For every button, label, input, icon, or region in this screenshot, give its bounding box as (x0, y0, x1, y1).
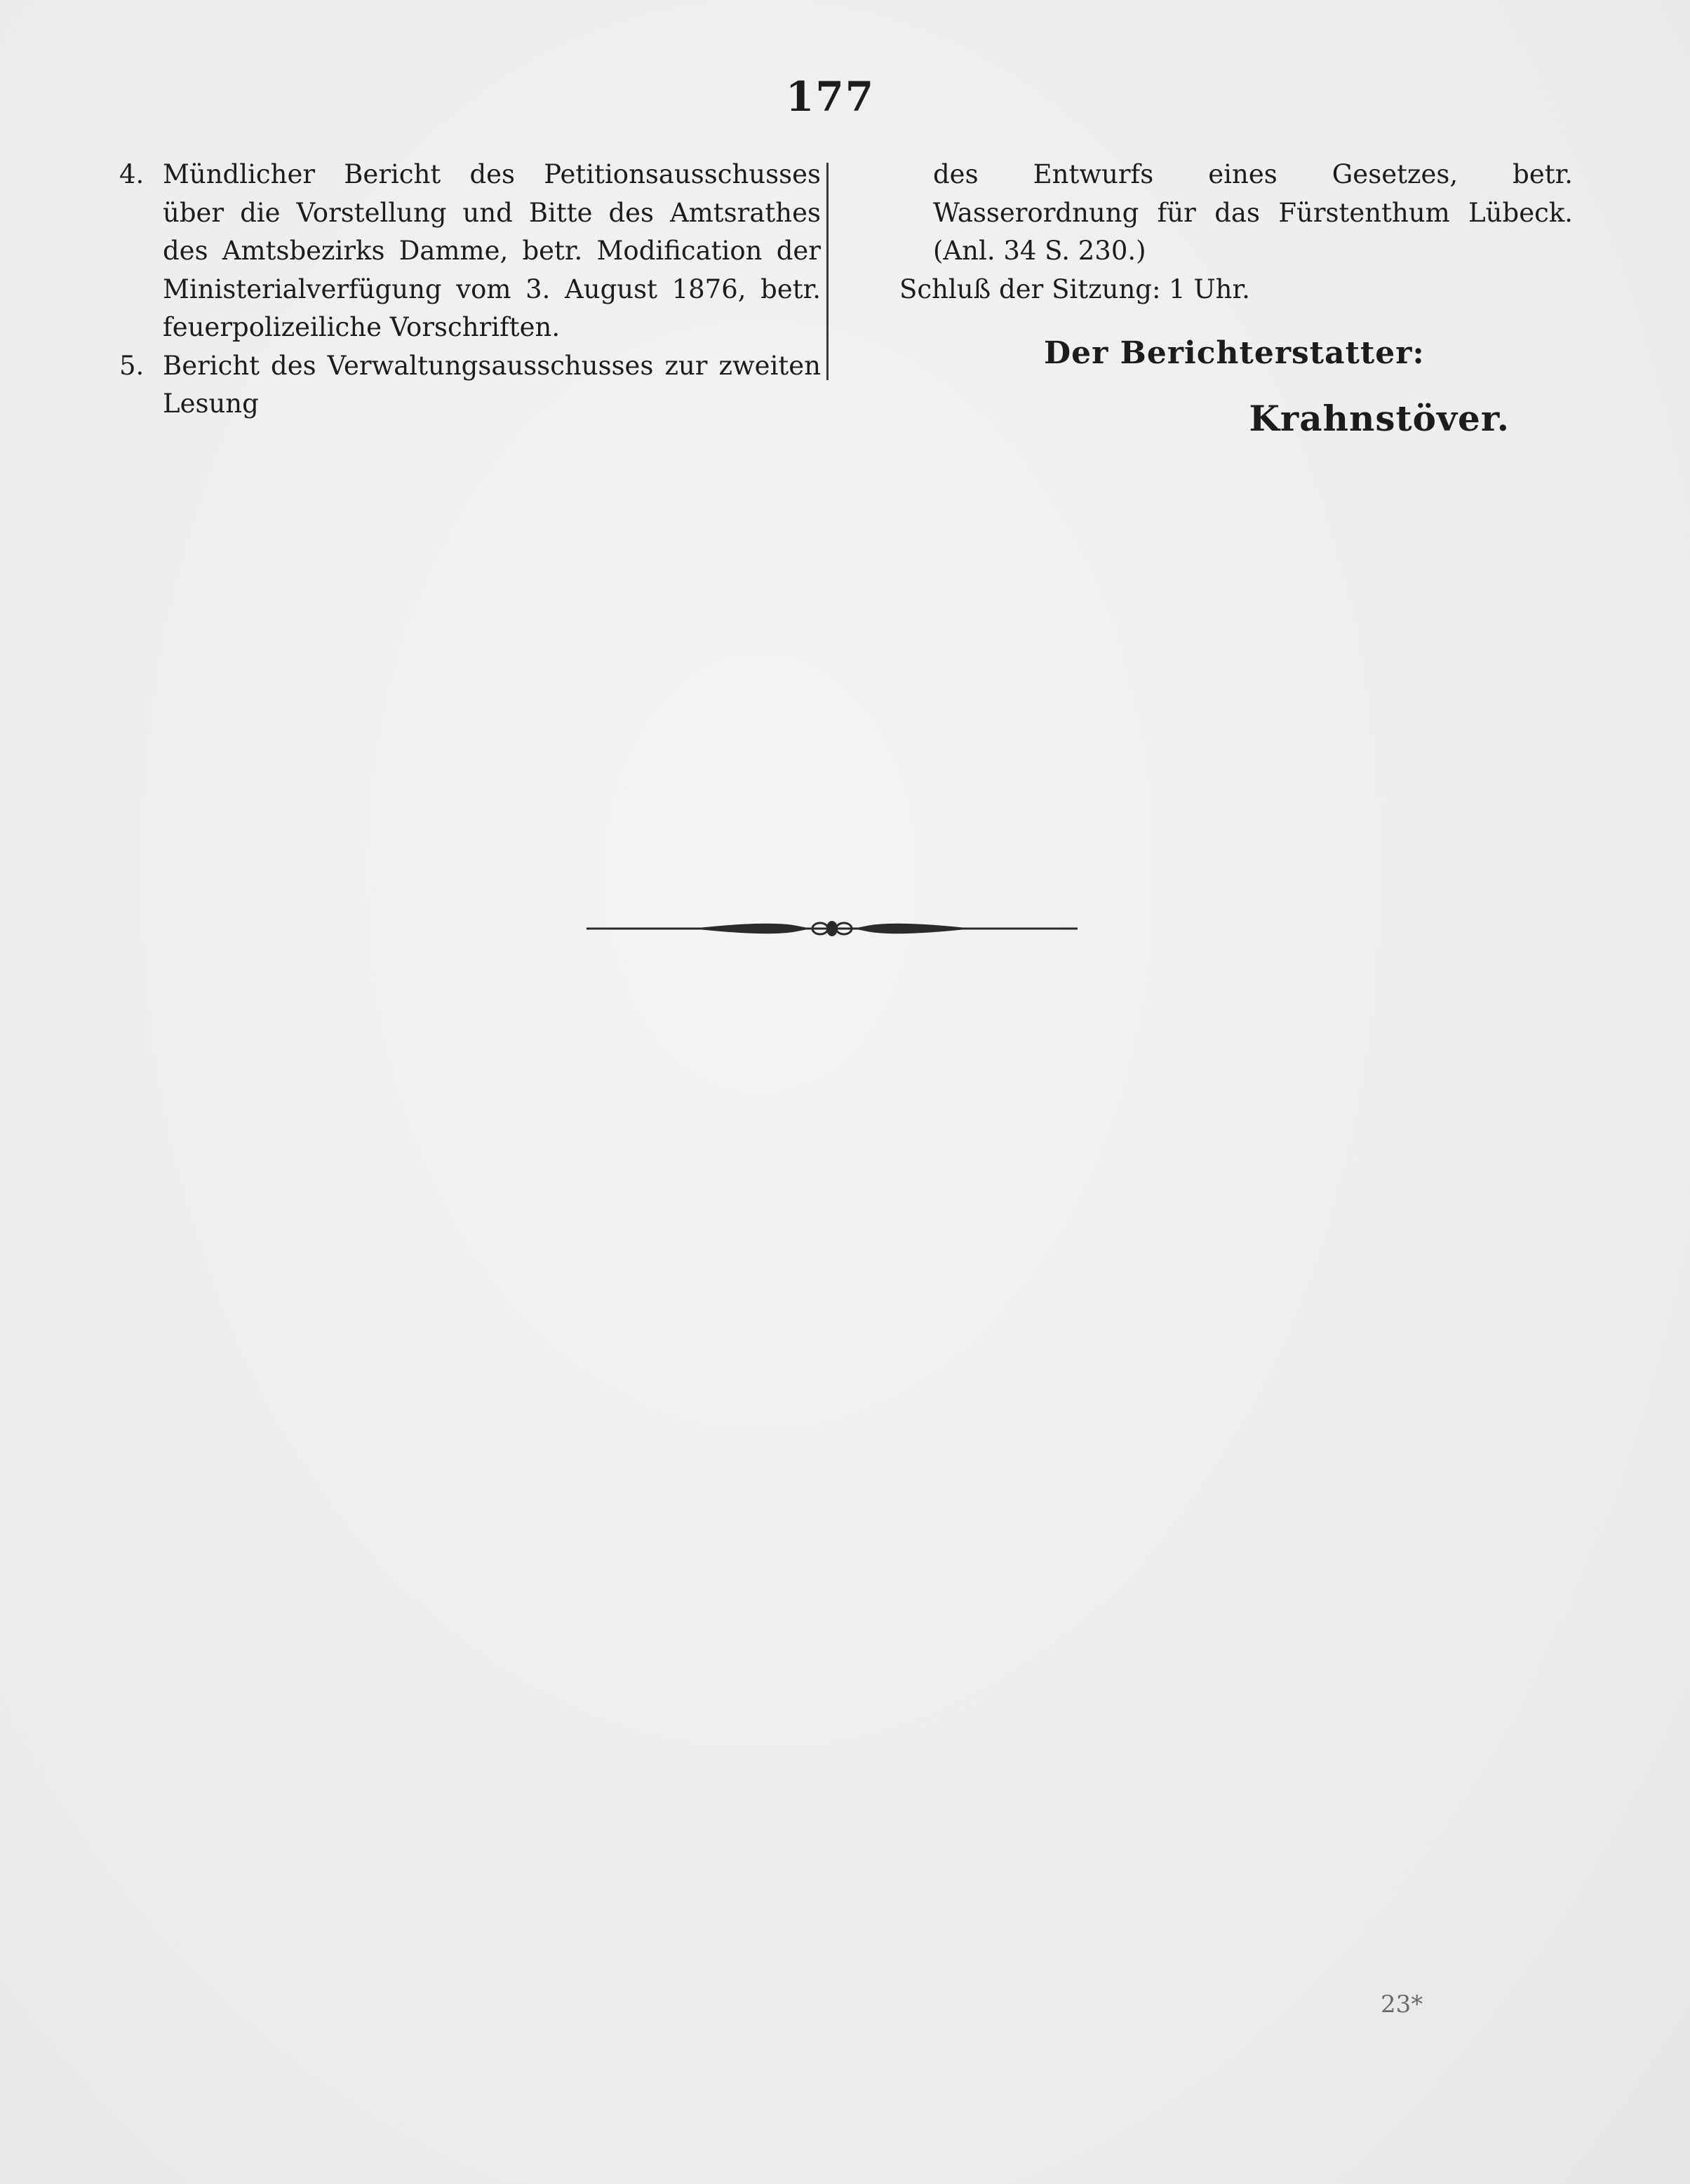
agenda-item-number: 4. (119, 159, 145, 189)
agenda-item-number: 5. (119, 350, 145, 381)
agenda-item-text: Mündlicher Bericht des Petitionsausschusses über die Vorstellung und Bitte des Amtsrathes des Amtsbezirks Damme, betr. Modification der Ministerialverfügung vom 3. August 1876, betr. feuerpolizeiliche Vorschriften. (163, 159, 821, 342)
closing-text: Schluß der Sitzung: 1 Uhr. (899, 274, 1250, 304)
agenda-item-4 (119, 156, 821, 347)
sheet-signature-mark: 23* (1381, 1990, 1423, 2018)
agenda-item-5 (119, 347, 821, 424)
left-column (119, 156, 821, 424)
reporter-name: Krahnstöver. (1249, 398, 1510, 439)
agenda-item-text: Bericht des Verwaltungsausschusses zur zweiten Lesung (163, 350, 821, 419)
column-divider (826, 163, 829, 380)
continuation-text: des Entwurfs eines Gesetzes, betr. Wasserordnung für das Fürstenthum Lübeck. (Anl. 34 S. 230.) (933, 159, 1573, 266)
reporter-label: Der Berichterstatter: (1044, 335, 1425, 371)
page-number: 177 (786, 73, 876, 121)
ornament-divider-icon (586, 916, 1078, 941)
right-column (899, 156, 1573, 439)
